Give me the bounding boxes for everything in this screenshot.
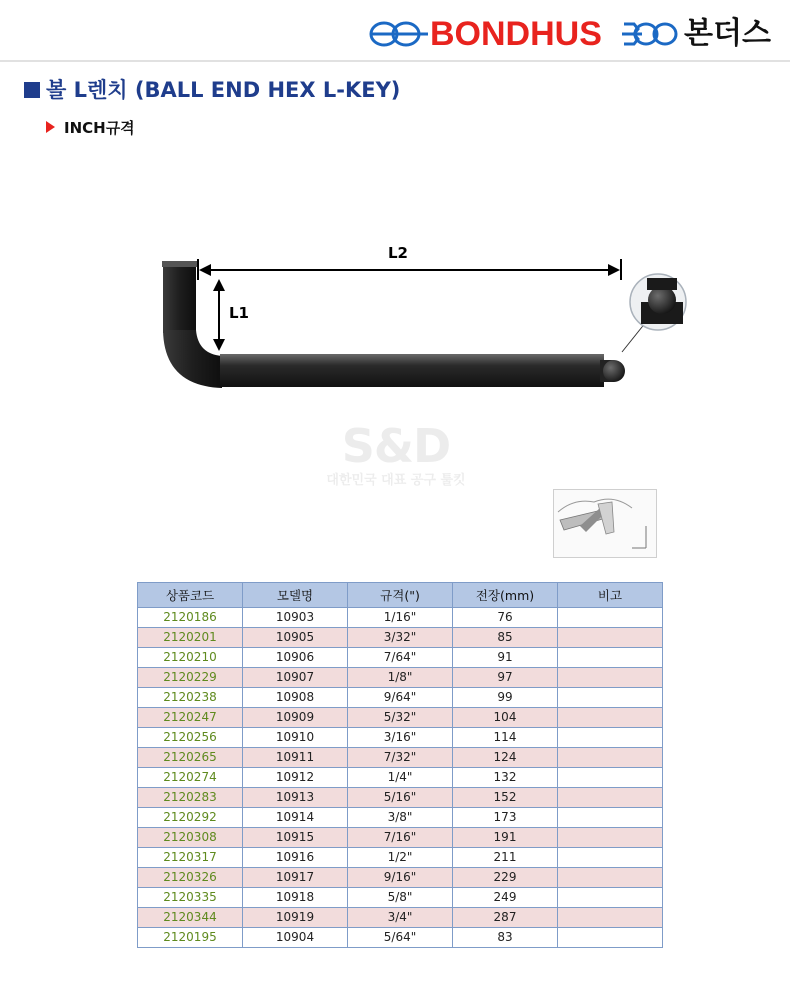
table-row <box>138 608 663 628</box>
table-row <box>138 668 663 688</box>
remarks-cell <box>558 668 663 688</box>
product-code-cell: 2120256 <box>138 728 243 748</box>
model-name-cell: 10914 <box>243 808 348 828</box>
size-cell: 5/32" <box>348 708 453 728</box>
remarks-cell <box>558 728 663 748</box>
size-cell: 3/4" <box>348 908 453 928</box>
brand-name: BONDHUS <box>430 15 602 53</box>
model-name-cell: 10916 <box>243 848 348 868</box>
table-row <box>138 788 663 808</box>
product-code-cell: 2120283 <box>138 788 243 808</box>
table-row <box>138 888 663 908</box>
size-cell: 1/4" <box>348 768 453 788</box>
length-cell: 76 <box>453 608 558 628</box>
remarks-cell <box>558 788 663 808</box>
remarks-cell <box>558 928 663 948</box>
watermark-sub: 대한민국 대표 공구 툴킷 <box>326 473 466 488</box>
table-row <box>138 728 663 748</box>
product-code-cell: 2120344 <box>138 908 243 928</box>
bondhus-logo <box>368 12 780 56</box>
size-cell: 9/16" <box>348 868 453 888</box>
model-name-cell: 10905 <box>243 628 348 648</box>
product-code-cell: 2120292 <box>138 808 243 828</box>
table-row <box>138 648 663 668</box>
model-name-cell: 10913 <box>243 788 348 808</box>
remarks-cell <box>558 708 663 728</box>
product-code-cell: 2120210 <box>138 648 243 668</box>
table-row <box>138 688 663 708</box>
model-name-cell: 10912 <box>243 768 348 788</box>
remarks-cell <box>558 768 663 788</box>
length-cell: 287 <box>453 908 558 928</box>
model-name-cell: 10917 <box>243 868 348 888</box>
header-product-code: 상품코드 <box>138 583 243 608</box>
hex-key-right-logo-icon <box>620 12 682 56</box>
remarks-cell <box>558 888 663 908</box>
page-title-text: 볼 L렌치 (BALL END HEX L-KEY) <box>46 78 401 102</box>
section-subtitle <box>46 118 135 138</box>
product-code-cell: 2120308 <box>138 828 243 848</box>
table-row <box>138 768 663 788</box>
table-row <box>138 908 663 928</box>
product-code-cell: 2120274 <box>138 768 243 788</box>
length-cell: 85 <box>453 628 558 648</box>
length-cell: 173 <box>453 808 558 828</box>
table-row <box>138 928 663 948</box>
length-cell: 191 <box>453 828 558 848</box>
header-remarks: 비고 <box>558 583 663 608</box>
length-cell: 211 <box>453 848 558 868</box>
length-cell: 152 <box>453 788 558 808</box>
product-code-cell: 2120238 <box>138 688 243 708</box>
header-rule <box>0 60 790 62</box>
remarks-cell <box>558 628 663 648</box>
remarks-cell <box>558 868 663 888</box>
remarks-cell <box>558 688 663 708</box>
model-name-cell: 10908 <box>243 688 348 708</box>
model-name-cell: 10911 <box>243 748 348 768</box>
header-model-name: 모델명 <box>243 583 348 608</box>
remarks-cell <box>558 608 663 628</box>
size-cell: 5/8" <box>348 888 453 908</box>
watermark <box>296 420 496 500</box>
header-overall-length: 전장(mm) <box>453 583 558 608</box>
product-code-cell: 2120201 <box>138 628 243 648</box>
product-code-cell: 2120265 <box>138 748 243 768</box>
size-cell: 1/2" <box>348 848 453 868</box>
size-cell: 7/16" <box>348 828 453 848</box>
length-cell: 132 <box>453 768 558 788</box>
product-code-cell: 2120186 <box>138 608 243 628</box>
model-name-cell: 10906 <box>243 648 348 668</box>
table-row <box>138 748 663 768</box>
model-name-cell: 10903 <box>243 608 348 628</box>
table-row <box>138 868 663 888</box>
size-cell: 7/64" <box>348 648 453 668</box>
size-cell: 3/8" <box>348 808 453 828</box>
model-name-cell: 10918 <box>243 888 348 908</box>
red-triangle-icon <box>46 121 55 133</box>
angle-usage-thumbnail <box>553 489 657 558</box>
size-cell: 3/32" <box>348 628 453 648</box>
header-size-inch: 규격(") <box>348 583 453 608</box>
length-cell: 91 <box>453 648 558 668</box>
spec-table <box>137 582 663 948</box>
length-cell: 114 <box>453 728 558 748</box>
size-cell: 5/64" <box>348 928 453 948</box>
remarks-cell <box>558 848 663 868</box>
product-code-cell: 2120195 <box>138 928 243 948</box>
product-code-cell: 2120317 <box>138 848 243 868</box>
length-cell: 229 <box>453 868 558 888</box>
model-name-cell: 10910 <box>243 728 348 748</box>
size-cell: 5/16" <box>348 788 453 808</box>
length-cell: 99 <box>453 688 558 708</box>
length-cell: 249 <box>453 888 558 908</box>
model-name-cell: 10907 <box>243 668 348 688</box>
section-subtitle-text: INCH규격 <box>64 119 135 137</box>
length-cell: 83 <box>453 928 558 948</box>
size-cell: 1/8" <box>348 668 453 688</box>
remarks-cell <box>558 908 663 928</box>
product-code-cell: 2120229 <box>138 668 243 688</box>
remarks-cell <box>558 748 663 768</box>
table-row <box>138 848 663 868</box>
watermark-main: S&D <box>341 419 451 473</box>
model-name-cell: 10909 <box>243 708 348 728</box>
dimension-label-l1: L1 <box>229 304 249 322</box>
table-row <box>138 808 663 828</box>
length-cell: 97 <box>453 668 558 688</box>
length-cell: 104 <box>453 708 558 728</box>
size-cell: 7/32" <box>348 748 453 768</box>
spec-table-body <box>138 608 663 948</box>
ball-end-hex-l-key-image <box>150 240 690 420</box>
product-code-cell: 2120335 <box>138 888 243 908</box>
table-header-row <box>138 583 663 608</box>
model-name-cell: 10919 <box>243 908 348 928</box>
title-square-icon <box>24 82 40 98</box>
length-cell: 124 <box>453 748 558 768</box>
remarks-cell <box>558 648 663 668</box>
model-name-cell: 10915 <box>243 828 348 848</box>
brand-name-kr: 본더스 <box>684 16 771 51</box>
page-title <box>24 76 400 104</box>
product-code-cell: 2120247 <box>138 708 243 728</box>
remarks-cell <box>558 828 663 848</box>
table-row <box>138 628 663 648</box>
table-row <box>138 828 663 848</box>
hex-key-left-logo-icon <box>368 12 430 56</box>
header <box>0 0 790 62</box>
remarks-cell <box>558 808 663 828</box>
size-cell: 9/64" <box>348 688 453 708</box>
size-cell: 3/16" <box>348 728 453 748</box>
table-row <box>138 708 663 728</box>
angle-usage-icon <box>554 490 656 557</box>
product-code-cell: 2120326 <box>138 868 243 888</box>
dimension-label-l2: L2 <box>388 244 408 262</box>
model-name-cell: 10904 <box>243 928 348 948</box>
product-diagram <box>150 240 690 420</box>
size-cell: 1/16" <box>348 608 453 628</box>
